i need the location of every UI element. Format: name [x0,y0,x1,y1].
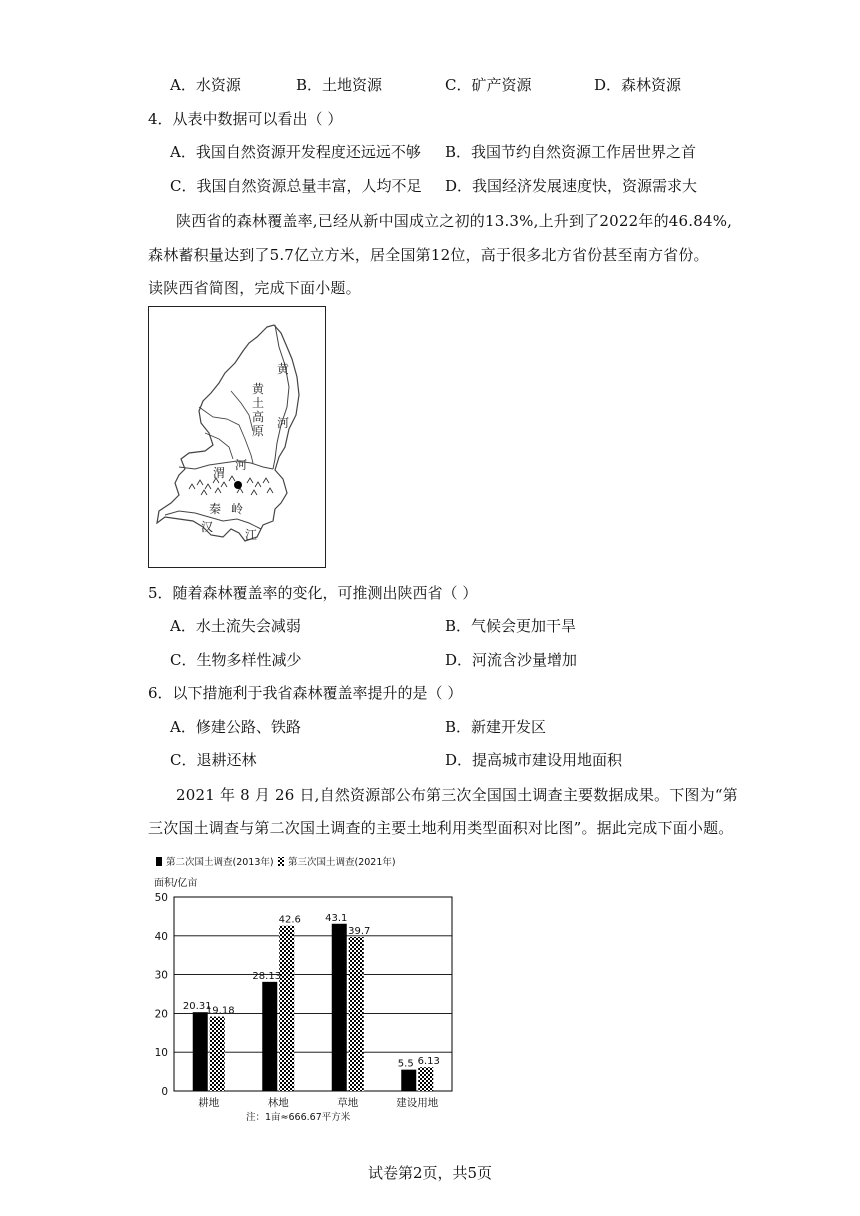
data-label: 19.18 [205,1005,235,1017]
x-category-label: 建设用地 [396,1097,439,1109]
q3-option-d: D．森林资源 [594,76,682,94]
y-axis-label: 面积/亿亩 [154,878,198,889]
bar-2021-0 [210,1017,225,1091]
q3-option-a: A．水资源 [170,76,241,94]
q6-stem: 6．以下措施利于我省森林覆盖率提升的是（ ） [148,684,463,702]
data-label: 6.13 [417,1056,440,1068]
shaanxi-map [148,306,326,568]
legend-swatch-2013 [156,857,162,866]
land-use-chart-svg [148,850,468,1130]
bar-2021-3 [418,1067,433,1091]
label-weihe-2: 河 [235,458,248,472]
passage2-line2: 三次国土调查与第二次国土调查的主要土地利用类型面积对比图”。据此完成下面小题。 [148,819,734,837]
q5-option-c: C．生物多样性减少 [170,651,302,669]
q4-stem: 4．从表中数据可以看出（ ） [148,110,343,128]
legend-label-2021: 第三次国土调查(2021年) [288,857,396,868]
q5-stem: 5．随着森林覆盖率的变化，可推测出陕西省（ ） [148,584,478,602]
bar-2013-2 [332,924,347,1091]
bar-2013-0 [193,1012,208,1091]
q4-option-a: A．我国自然资源开发程度还远远不够 [170,143,421,161]
q4-option-c: C．我国自然资源总量丰富，人均不足 [170,177,422,195]
data-label: 39.7 [348,925,371,937]
passage1-line3: 读陕西省简图，完成下面小题。 [148,279,361,297]
legend-swatch-2021 [278,857,284,866]
q6-option-a: A．修建公路、铁路 [170,718,301,736]
q3-option-b: B．土地资源 [296,76,383,94]
data-label: 20.31 [182,1001,212,1013]
label-qinling-2: 岭 [231,502,244,516]
q5-option-d: D．河流含沙量增加 [445,651,578,669]
label-weihe-1: 渭 [213,466,226,480]
passage1-line2: 森林蓄积量达到了5.7亿立方米，居全国第12位，高于很多北方省份甚至南方省份。 [148,246,709,264]
q6-option-b: B．新建开发区 [445,718,547,736]
q5-option-b: B．气候会更加干旱 [445,617,577,635]
wei-river [179,461,273,469]
shaanxi-map-svg [149,307,324,566]
label-hanjiang-1: 汉 [201,520,214,534]
label-huanghe-2: 河 [277,416,290,430]
label-qinling-1: 秦 [209,502,222,516]
tributary-1 [199,407,253,463]
label-huangtu-2: 土 [252,396,265,410]
data-label: 28.13 [252,970,282,982]
page-footer: 试卷第2页，共5页 [367,1164,493,1182]
xian-city-dot [234,481,242,489]
label-hanjiang-2: 江 [245,528,258,542]
bar-2013-3 [401,1070,416,1091]
label-huangtu-3: 高 [252,410,265,424]
passage1-line1: 陕西省的森林覆盖率,已经从新中国成立之初的13.3%,上升到了2022年的46.84%, [176,212,733,230]
y-tick-label: 10 [154,1047,168,1060]
q3-option-c: C．矿产资源 [445,76,532,94]
data-label: 42.6 [278,914,301,926]
y-tick-label: 30 [154,969,168,982]
y-tick-label: 50 [154,892,168,904]
legend-label-2013: 第二次国土调查(2013年) [166,857,274,868]
q4-option-d: D．我国经济发展速度快，资源需求大 [445,177,698,195]
data-label: 43.1 [325,912,348,924]
y-tick-label: 40 [154,930,168,943]
bar-2021-1 [279,926,294,1091]
qinling-mountains [189,476,273,495]
y-tick-label: 0 [161,1086,168,1098]
tributary-3 [231,391,253,431]
y-tick-label: 20 [154,1008,168,1021]
province-outline [157,325,299,541]
label-huangtu-1: 黄 [252,382,265,396]
land-use-chart [148,850,468,1130]
label-huangtu-4: 原 [252,424,265,438]
chart-note: 注：1亩≈666.67平方米 [246,1112,351,1123]
x-category-label: 草地 [337,1097,359,1109]
x-category-label: 耕地 [198,1097,220,1109]
label-huanghe-1: 黄 [277,362,290,376]
bar-2021-2 [349,937,364,1091]
tributary-2 [205,433,233,459]
x-category-label: 林地 [267,1097,289,1109]
bar-2013-1 [262,982,277,1091]
q5-option-a: A．水土流失会减弱 [170,617,301,635]
q4-option-b: B．我国节约自然资源工作居世界之首 [445,143,697,161]
q6-option-c: C．退耕还林 [170,751,257,769]
data-label: 5.5 [397,1058,414,1070]
passage2-line1: 2021 年 8 月 26 日,自然资源部公布第三次全国国土调查主要数据成果。下图为“第 [176,786,738,804]
q6-option-d: D．提高城市建设用地面积 [445,751,623,769]
